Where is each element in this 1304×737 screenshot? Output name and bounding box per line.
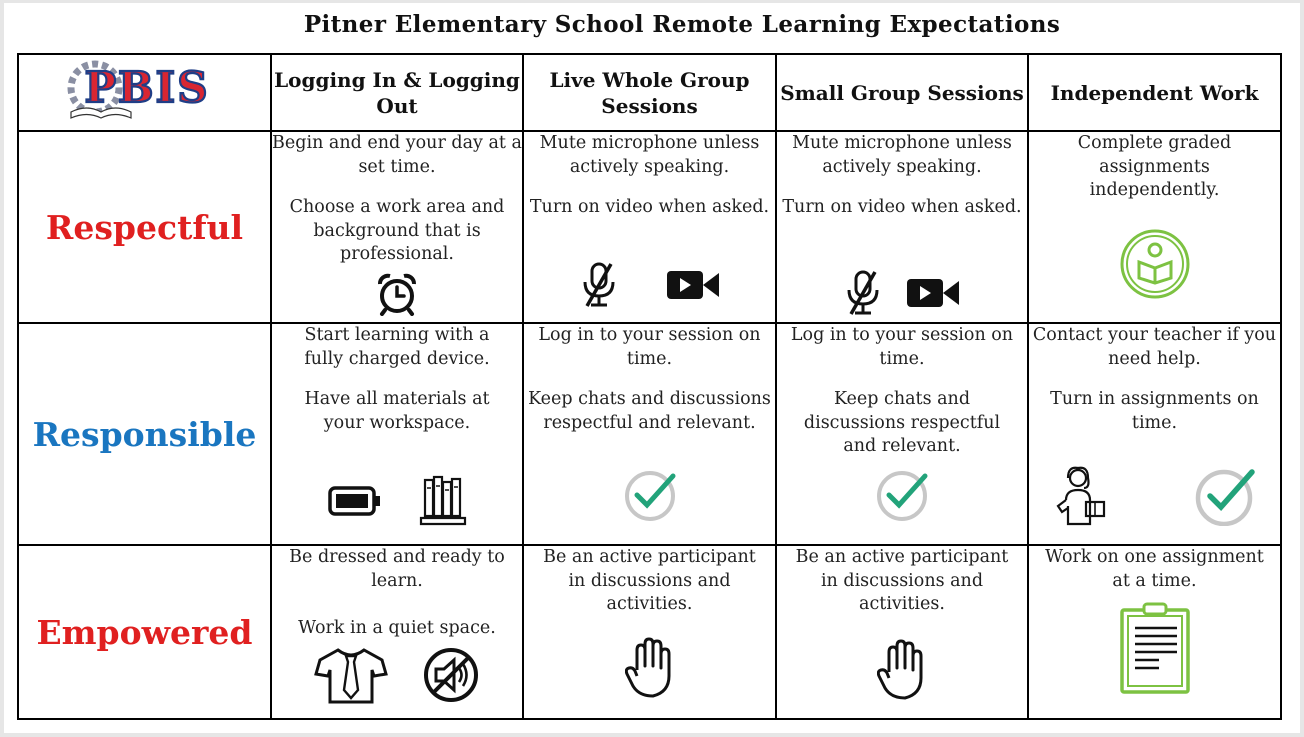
page-sheet — [4, 3, 1300, 733]
cell-empowered-logging — [271, 545, 523, 719]
expectations-matrix — [17, 53, 1282, 720]
cell-text: Turn on video when asked. — [529, 197, 770, 217]
shirt-tie-icon — [314, 646, 388, 704]
cell-text: Mute microphone unless actively speaking. — [792, 133, 1012, 177]
student-reading-icon — [1119, 228, 1191, 300]
header-row — [18, 54, 1281, 131]
cell-empowered-live — [523, 545, 776, 719]
cell-text: Complete graded assignments independently. — [1077, 133, 1232, 200]
row-label-respectful: Respectful — [18, 131, 271, 323]
page-title: Pitner Elementary School Remote Learning Expectations — [303, 11, 1061, 38]
cell-empowered-independent — [1028, 545, 1281, 719]
cell-text: Log in to your session on time. — [790, 325, 1014, 369]
cell-text: Work in a quiet space. — [298, 618, 496, 638]
cell-text: Start learning with a fully charged device. — [304, 325, 490, 369]
pbis-logo — [18, 54, 271, 131]
cell-text: Keep chats and discussions respectful and relevant. — [528, 389, 771, 433]
microphone-muted-icon — [843, 268, 883, 318]
row-label-empowered: Empowered — [18, 545, 271, 719]
cell-respectful-independent — [1028, 131, 1281, 323]
raised-hand-icon — [877, 638, 927, 702]
checkmark-icon — [1194, 466, 1256, 526]
cell-text: Mute microphone unless actively speaking. — [539, 133, 760, 177]
cell-responsible-small — [776, 323, 1028, 545]
teacher-icon — [1054, 466, 1108, 526]
checkmark-icon — [875, 468, 929, 522]
checkmark-icon — [623, 468, 677, 522]
video-camera-icon — [905, 276, 961, 310]
cell-respectful-small — [776, 131, 1028, 323]
cell-text: Log in to your session on time. — [538, 325, 761, 369]
raised-hand-icon — [625, 636, 675, 700]
cell-respectful-live — [523, 131, 776, 323]
cell-text: Turn on video when asked. — [782, 197, 1022, 217]
cell-text: Begin and end your day at a set time. — [272, 133, 522, 177]
cell-text: Be dressed and ready to learn. — [289, 547, 505, 591]
cell-text: Keep chats and discussions respectful and relevant. — [803, 389, 1001, 456]
alarm-clock-icon — [375, 272, 419, 316]
row-empowered — [18, 545, 1281, 719]
cell-text: Be an active participant in discussions and activities. — [795, 547, 1009, 614]
cell-responsible-independent — [1028, 323, 1281, 545]
row-label-responsible: Responsible — [18, 323, 271, 545]
video-camera-icon — [665, 268, 721, 302]
col-header-independent: Independent Work — [1028, 54, 1281, 131]
books-icon — [419, 474, 467, 528]
cell-text: Contact your teacher if you need help. — [1032, 325, 1277, 369]
cell-responsible-live — [523, 323, 776, 545]
no-sound-icon — [422, 646, 480, 704]
cell-text: Choose a work area and background that is professional. — [289, 197, 505, 264]
cell-text: Be an active participant in discussions and activities. — [543, 547, 756, 614]
cell-text: Turn in assignments on time. — [1050, 389, 1259, 433]
microphone-muted-icon — [579, 260, 619, 310]
col-header-small-group: Small Group Sessions — [776, 54, 1028, 131]
cell-respectful-logging — [271, 131, 523, 323]
clipboard-icon — [1119, 602, 1191, 694]
pbis-logo-text: PBIS — [83, 62, 210, 112]
cell-empowered-small — [776, 545, 1028, 719]
col-header-live-group: Live Whole Group Sessions — [523, 54, 776, 131]
battery-icon — [327, 484, 383, 518]
row-responsible — [18, 323, 1281, 545]
pbis-logo-icon — [65, 58, 225, 124]
col-header-logging: Logging In & Logging Out — [271, 54, 523, 131]
cell-responsible-logging — [271, 323, 523, 545]
row-respectful — [18, 131, 1281, 323]
cell-text: Work on one assignment at a time. — [1045, 547, 1264, 591]
cell-text: Have all materials at your workspace. — [304, 389, 490, 433]
